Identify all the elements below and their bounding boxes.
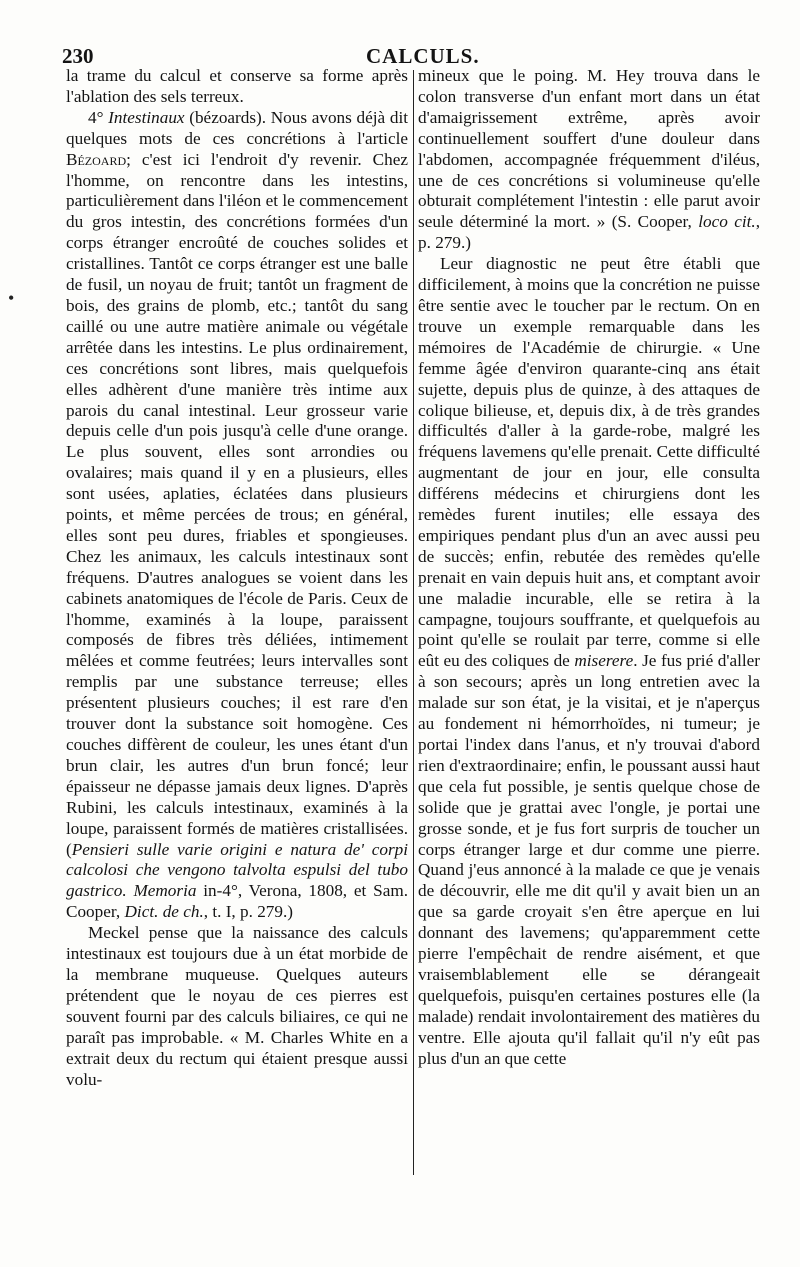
term-miserere: miserere <box>574 651 634 671</box>
margin-mark: • <box>8 288 15 308</box>
running-head: CALCULS. <box>366 44 480 68</box>
cross-reference: Bézoard <box>66 149 127 169</box>
citation-loco-cit: loco cit. <box>698 212 756 232</box>
citation-title: Pensieri sulle varie origini e natura de' corpi calcolosi che vengono talvolta espulsi del tubo gastrico. Memoria <box>66 839 408 901</box>
paragraph-continuation-right: mineux que le poing. M. Hey trouva dans le colon transverse d'un enfant mort dans un état d'amaigrissement extrême, après avoir continuellement souffert d'une douleur dans l'abdomen, accompagnée fréquemment d'iléus, une de ces concrétions si volumineuse qu'elle obturait complétement l'intestin : elle parut avoir seule déterminé la mort. » (S. Cooper, loco cit., p. 279.) <box>418 66 760 253</box>
section-title: Intestinaux <box>108 107 185 127</box>
right-column <box>418 66 760 1070</box>
page-number: 230 <box>62 44 94 68</box>
paragraph-continuation: la trame du calcul et conserve sa forme après l'ablation des sels terreux. <box>66 66 408 106</box>
paragraph-intestinaux: 4° Intestinaux (bézoards). Nous avons déjà dit quelques mots de ces concrétions à l'article Bézoard; c'est ici l'endroit d'y revenir. Chez l'homme, on rencontre dans les intestins, particulièrement dans l'iléon et le commencement du gros intestin, des concrétions formées d'un corps étranger encroûté de couches solides et cristallines. Tantôt ce corps étranger est une balle de fusil, un noyau de fruit; tantôt un fragment de bois, des grains de plomb, etc.; tantôt du sang caillé ou une autre matière animale ou végétale arrêtée dans les intestins. Le plus ordinairement, ces concrétions sont libres, mais quelquefois elles adhèrent d'une manière très intime aux parois du canal intestinal. Leur grosseur varie depuis celle d'un pois jusqu'à celle d'une orange. Le plus souvent, elles sont arrondies ou ovalaires; mais quand il y en a plusieurs, elles sont usées, aplaties, éclatées dans plusieurs points, et même percées de trous; en général, elles sont peu dures, friables et spongieuses. Chez les animaux, les calculs intestinaux sont fréquens. D'autres analogues se voient dans les cabinets anatomiques de l'école de Paris. Ceux de l'homme, examinés à la loupe, paraissent composés de fibres très déliées, intimement mêlées et comme feutrées; leurs intervalles sont remplis par une substance terreuse; elles présentent plusieurs couches; il est rare d'en trouver dont la substance soit homogène. Ces couches diffèrent de couleur, les unes étant d'un brun clair, les autres d'un brun foncé; leur épaisseur ne dépasse jamais deux lignes. D'après Rubini, les calculs intestinaux, examinés à la loupe, paraissent formés de matières cristallisées. (Pensieri sulle varie origini e natura de' corpi calcolosi che vengono talvolta espulsi del tubo gastrico. Memoria in-4°, Verona, 1808, et Sam. Cooper, Dict. de ch., t. I, p. 279.) <box>66 107 409 922</box>
paragraph-meckel: Meckel pense que la naissance des calculs intestinaux est toujours due à un état morbide de la membrane muqueuse. Quelques auteurs prétendent que le noyau de ces pierres est souvent fourni par des calculs biliaires, ce qui ne paraît pas improbable. « M. Charles White en a extrait deux du rectum qui étaient presque aussi volu- <box>66 923 408 1089</box>
page-header <box>0 40 800 68</box>
section-number: 4° <box>88 107 104 127</box>
column-divider <box>413 70 414 1175</box>
paragraph-diagnostic: Leur diagnostic ne peut être établi que difficilement, à moins que la concrétion ne puisse être sentie avec le toucher par le rectum. On en trouve un exemple remarquable dans les mémoires de l'Académie de chirurgie. « Une femme âgée d'environ quarante-cinq ans était sujette, depuis plus de quinze, à des attaques de colique bilieuse, et, depuis dix, à de très grandes difficultés d'aller à la garde-robe, malgré les fréquens lavemens qu'elle prenait. Cette difficulté augmentant de jour en jour, elle consulta différens médecins et chirurgiens dont les remèdes furent inutiles; elle essaya des empiriques pendant plus d'un an avec aussi peu de succès; enfin, rebutée des remèdes qu'elle prenait en vain depuis huit ans, et comptant avoir une maladie incurable, elle se retira à la campagne, toujours souffrante, et quelquefois au point qu'elle se roulait par terre, comme si elle eût eu des coliques de miserere. Je fus prié d'aller à son secours; après un long entretien avec la malade sur son état, je la visitai, et je n'aperçus au fondement ni hémorrhoïdes, ni tumeur; je portai l'index dans l'anus, et n'y trouvai d'abord rien d'extraordinaire; enfin, le poussant aussi haut que cela fut possible, je sentis quelque chose de solide que je grattai avec l'ongle, je portai une grosse sonde, et je fus fort surpris de toucher un corps étranger large et dur comme une pierre. Quand j'eus annoncé à la malade ce que je venais de découvrir, elle me dit qu'il y avait bien un an que sa garde croyait s'en être aperçue en lui donnant des lavemens; qu'apparemment cette pierre l'empêchait de rendre aisément, et que vraisemblablement elle se dérangeait quelquefois, puisqu'en certaines postures elle (la malade) rendait involontairement des matières du ventre. Elle ajouta qu'il fallait qu'il n'y eût pas plus d'un an que cette <box>418 254 760 1068</box>
left-column <box>66 66 408 1090</box>
citation-dictionary: Dict. de ch. <box>124 902 204 922</box>
